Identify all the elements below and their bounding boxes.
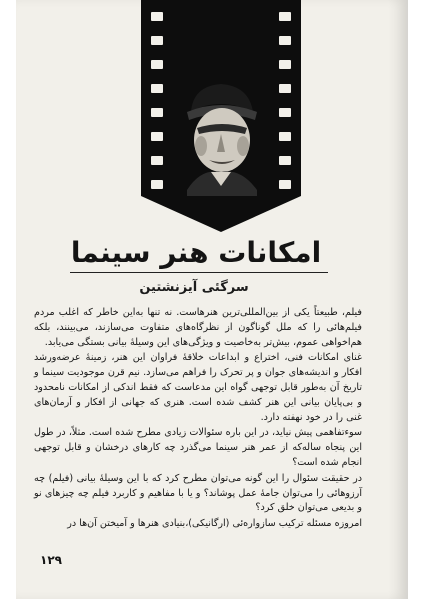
article-body [34,306,362,532]
title-underline [70,272,328,273]
paragraph: امروزه مسئله ترکیب سازواره‌ئی (ارگانیکی)،بنیادی هنرها و آمیختن آن‌ها در [67,518,362,530]
film-strip-portrait-icon [141,0,301,232]
paragraph: سوء‌تفاهمی پیش نیاید، در این باره سئوالات زیادی مطرح شده است. مثلاً، در طول این پنجاه ساله‌که از عمر هنر سینما می‌گذرد چه کارهای درخشان و قابل توجهی انجام شده است؟ [34,427,362,468]
faint-vertical-watermark [373,40,395,560]
paragraph: غنای امکانات فنی، اختراع و ابداعات خلاقهٔ فراوان این هنر، زمینهٔ عرضه‌ورشد افکار و اندیشه‌های جوان و پر تحرک را فراهم می‌سازد. نیم قرن موجودیت سینما و تاریخ آن به‌طور قابل توجهی گواه این مدعاست که فقط اندکی از امکانات نامحدود و بی‌پایان بیانی این هنر کشف شده است. هنری که جهانی از افکار و آرمان‌های غنی را در خود نهفته دارد. [34,352,362,423]
page-number: ۱۲۹ [40,553,62,567]
paragraph: فیلم، طبیعتاً یکی از بین‌المللی‌ترین هنرهاست. نه تنها به‌این خاطر که اغلب مردم فیلم‌هائی را که ملل گوناگون از نظرگاه‌های متفاوت می‌سازند، می‌بینند، بلکه هم‌اخواهی عموم، بیش‌تر به‌خاصیت و ویژگی‌های این وسیلهٔ بیانی بستگی می‌یابد. [34,307,362,348]
article-title: امکانات هنر سینما [70,236,322,269]
paragraph: در حقیقت سئوال را این گونه می‌توان مطرح کرد که با این وسیلهٔ بیانی (فیلم) چه آرزوهائی را می‌توان جامهٔ عمل پوشاند؟ و یا با مفاهیم و کاربرد فیلم چه چیزهای نو و بدیعی می‌توان خلق کرد؟ [34,472,362,514]
article-author: سرگئی آیزنشتین [139,280,249,295]
